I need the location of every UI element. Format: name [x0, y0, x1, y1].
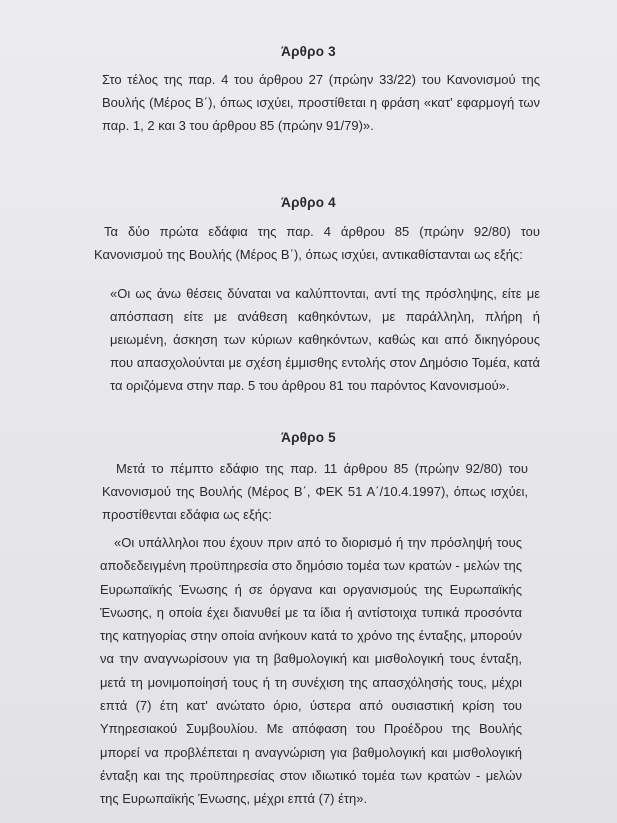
article-4-paragraph-1: Τα δύο πρώτα εδάφια της παρ. 4 άρθρου 85 (πρώην 92/80) του Κανονισμού της Βουλής (Μέρος Β΄), όπως ισχύει, αντικαθίστανται ως εξής:: [94, 224, 540, 262]
article-5-quoted-paragraph: «Οι υπάλληλοι που έχουν πριν από το διορισμό ή την πρόσληψή τους αποδεδειγμένη προϋπηρεσία στο δημόσιο τομέα των κρατών - μελών της Ευρωπαϊκής Ένωσης ή σε όργανα και οργανισμούς της Ευρωπαϊκής Ένωσης, η οποία έχει διανυθεί με τα ίδια ή αντίστοιχα τυπικά προσόντα της κατηγορίας στην οποία ανήκουν κατά το χρόνο της ένταξης, μπορούν να την αναγνωρίσουν για τη βαθμολογική και μισθολογική τους ένταξη, μετά τη μονιμοποίησή τους ή τη συνέχιση της απασχόλησής τους, μέχρι επτά (7) έτη κατ' ανώτατο όριο, ύστερα από ουσιαστική κρίση του Υπηρεσιακού Συμβουλίου. Με απόφαση του Προέδρου της Βουλής μπορεί να προβλέπεται η αναγνώριση για βαθμολογική και μισθολογική ένταξη και της προϋπηρεσίας στον ιδιωτικό τομέα των κρατών - μελών της Ευρωπαϊκής Ένωσης, μέχρι επτά (7) έτη».: [100, 535, 522, 807]
article-5-heading: Άρθρο 5: [281, 430, 336, 445]
article-3-paragraph: Στο τέλος της παρ. 4 του άρθρου 27 (πρώην 33/22) του Κανονισμού της Βουλής (Μέρος Β΄), όπως ισχύει, προστίθεται η φράση «κατ' εφαρμογή των παρ. 1, 2 και 3 του άρθρου 85 (πρώην 91/79)».: [102, 72, 540, 133]
article-5-paragraph-1: Μετά το πέμπτο εδάφιο της παρ. 11 άρθρου 85 (πρώην 92/80) του Κανονισμού της Βουλής (Μέρος Β΄, ΦΕΚ 51 Α΄/10.4.1997), όπως ισχύει, προστίθενται εδάφια ως εξής:: [102, 461, 528, 522]
article-3-heading: Άρθρο 3: [281, 44, 336, 59]
article-4-quoted-paragraph: «Οι ως άνω θέσεις δύναται να καλύπτονται, αντί της πρόσληψης, είτε με απόσπαση είτε με ανάθεση καθηκόντων, με παράλληλη, πλήρη ή μειωμένη, άσκηση των κύριων καθηκόντων, καθώς και από δικηγόρους που απασχολούνται με σχέση έμμισθης εντολής στον Δημόσιο Τομέα, κατά τα οριζόμενα στην παρ. 5 του άρθρου 81 του παρόντος Κανονισμού».: [110, 286, 540, 393]
article-4-heading: Άρθρο 4: [281, 195, 336, 210]
